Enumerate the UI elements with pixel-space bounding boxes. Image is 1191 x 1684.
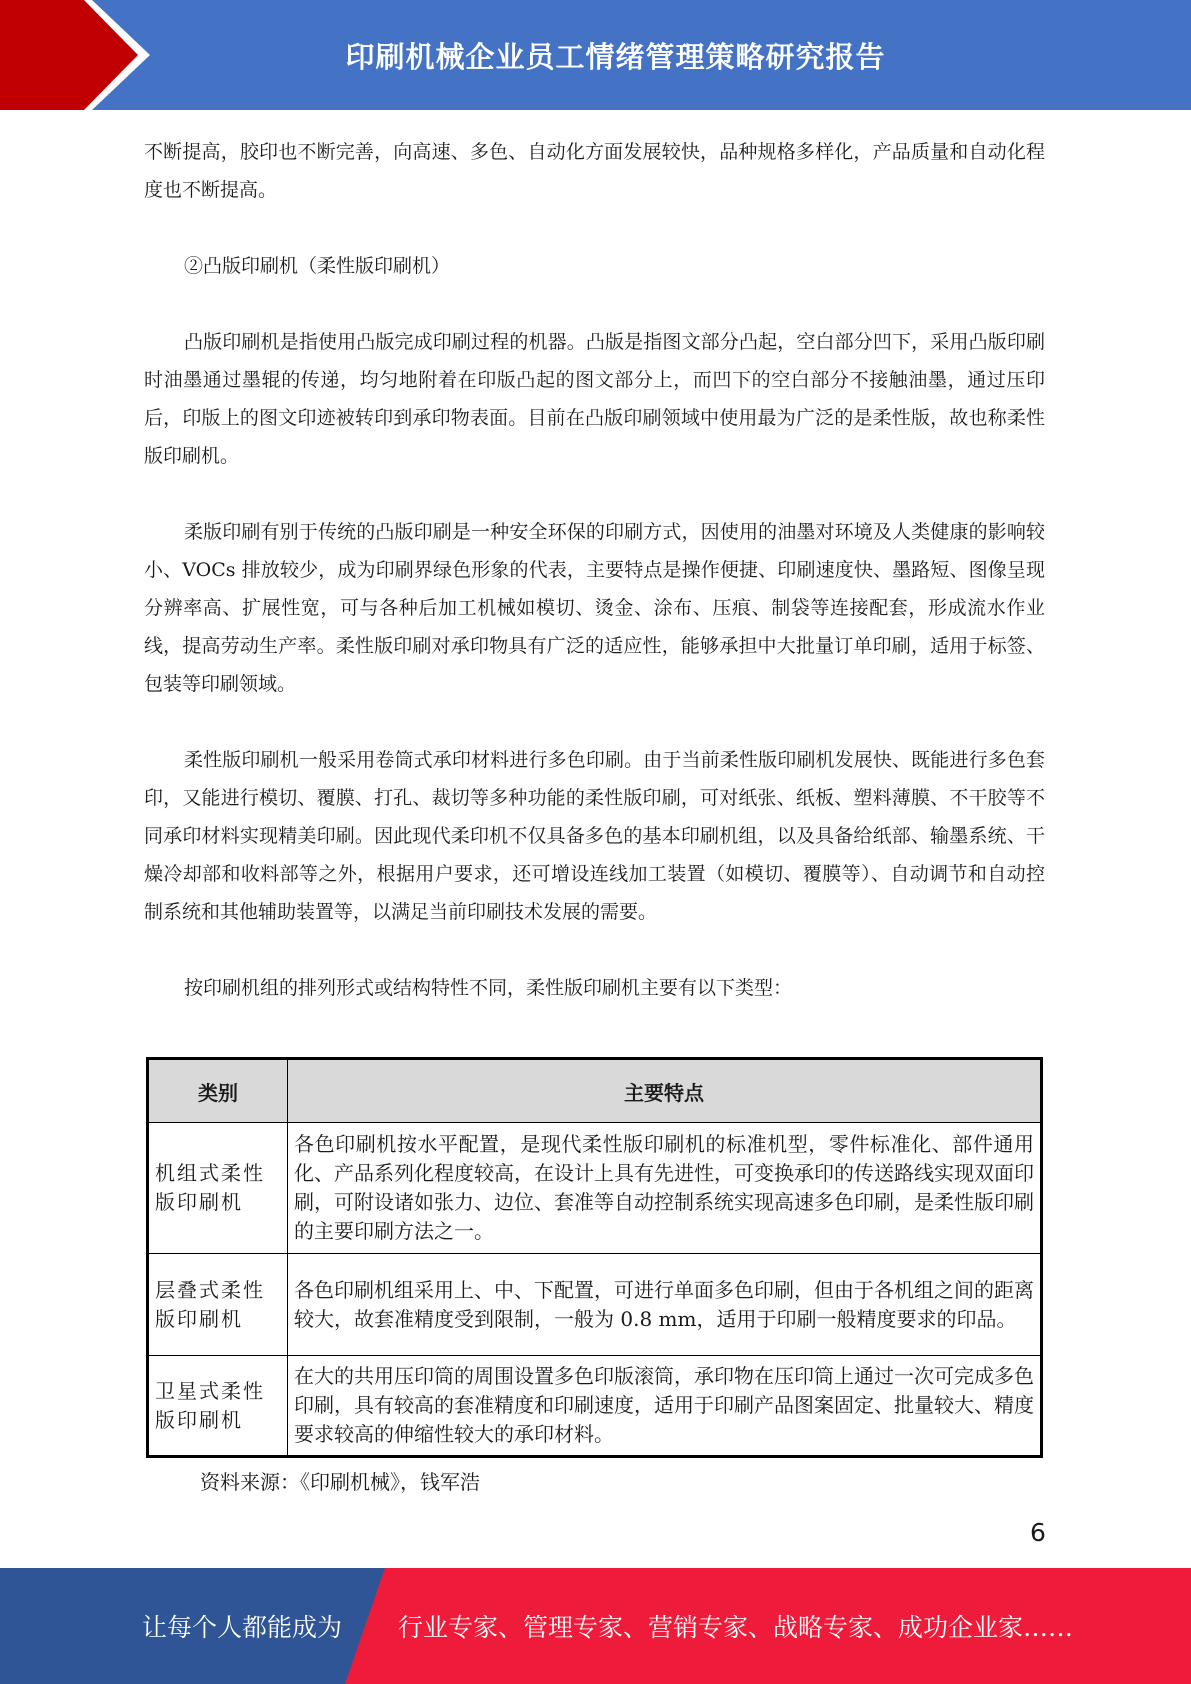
footer-slogan-left: 让每个人都能成为 [142,1613,343,1642]
paragraph-2: 凸版印刷机是指使用凸版完成印刷过程的机器。凸版是指图文部分凸起，空白部分凹下，采用凸版印刷时油墨通过墨辊的传递，均匀地附着在印版凸起的图文部分上，而凹下的空白部分不接触油墨，通过压印后，印版上的图文印迹被转印到承印物表面。目前在凸版印刷领域中使用最为广泛的是柔性版，故也称柔性版印刷机。 [144,331,1045,467]
footer-slogan-right: 行业专家、管理专家、营销专家、战略专家、成功企业家…… [398,1613,1074,1642]
header-arrow-decoration [0,0,150,110]
table-cell-category: 卫星式柔性版印刷机 [148,1356,288,1457]
table-row [148,1123,1042,1254]
table-cell-features: 各色印刷机组采用上、中、下配置，可进行单面多色印刷，但由于各机组之间的距离较大，故套准精度受到限制，一般为 0.8 mm，适用于印刷一般精度要求的印品。 [288,1254,1042,1356]
table-header-row [148,1059,1042,1123]
table-row [148,1356,1042,1457]
paragraph-5: 按印刷机组的排列形式或结构特性不同，柔性版印刷机主要有以下类型： [184,977,793,999]
table-cell-features: 在大的共用压印筒的周围设置多色印版滚筒，承印物在压印筒上通过一次可完成多色印刷，具有较高的套准精度和印刷速度，适用于印刷产品图案固定、批量较大、精度要求较高的伸缩性较大的承印材料。 [288,1356,1042,1457]
page-number: 6 [1030,1518,1046,1547]
table-cell-category: 层叠式柔性版印刷机 [148,1254,288,1356]
table-header-category: 类别 [148,1059,288,1123]
paragraph-4: 柔性版印刷机一般采用卷筒式承印材料进行多色印刷。由于当前柔性版印刷机发展快、既能进行多色套印，又能进行模切、覆膜、打孔、裁切等多种功能的柔性版印刷，可对纸张、纸板、塑料薄膜、不干胶等不同承印材料实现精美印刷。因此现代柔印机不仅具备多色的基本印刷机组，以及具备给纸部、输墨系统、干燥冷却部和收料部等之外，根据用户要求，还可增设连线加工装置（如模切、覆膜等）、自动调节和自动控制系统和其他辅助装置等，以满足当前印刷技术发展的需要。 [144,749,1045,923]
page-footer [0,1568,1191,1684]
section-heading: ②凸版印刷机（柔性版印刷机） [184,255,451,277]
report-title: 印刷机械企业员工情绪管理策略研究报告 [345,39,886,74]
table-cell-category: 机组式柔性版印刷机 [148,1123,288,1254]
body-content [144,133,1045,1007]
flexo-press-types-table [146,1057,1043,1458]
paragraph-1: 不断提高，胶印也不断完善，向高速、多色、自动化方面发展较快，品种规格多样化，产品质量和自动化程度也不断提高。 [144,141,1045,201]
table-cell-features: 各色印刷机按水平配置，是现代柔性版印刷机的标准机型，零件标准化、部件通用化、产品系列化程度较高，在设计上具有先进性，可变换承印的传送路线实现双面印刷，可附设诸如张力、边位、套准等自动控制系统实现高速多色印刷，是柔性版印刷的主要印刷方法之一。 [288,1123,1042,1254]
table-header-features: 主要特点 [288,1059,1042,1123]
table-row [148,1254,1042,1356]
paragraph-3: 柔版印刷有别于传统的凸版印刷是一种安全环保的印刷方式，因使用的油墨对环境及人类健康的影响较小、VOCs 排放较少，成为印刷界绿色形象的代表，主要特点是操作便捷、印刷速度快、墨路短、图像呈现分辨率高、扩展性宽，可与各种后加工机械如模切、烫金、涂布、压痕、制袋等连接配套，形成流水作业线，提高劳动生产率。柔性版印刷对承印物具有广泛的适应性，能够承担中大批量订单印刷，适用于标签、包装等印刷领域。 [144,521,1045,695]
table-source-note: 资料来源：《印刷机械》，钱军浩 [200,1470,480,1494]
page-header [0,0,1191,110]
